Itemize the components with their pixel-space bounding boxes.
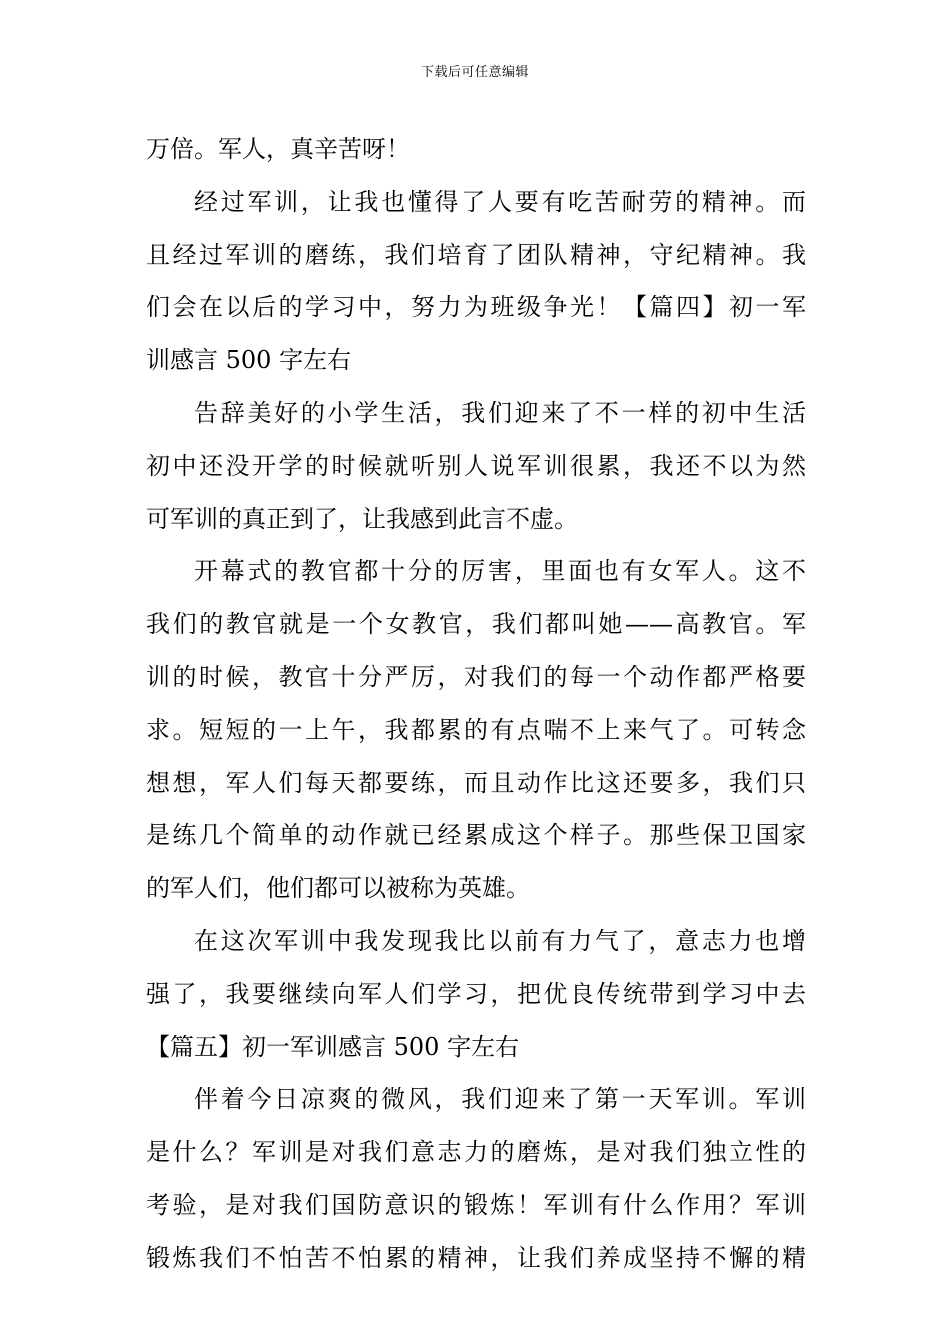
text-line: 训感言 500 字左右	[146, 346, 352, 375]
text-line: 是练几个简单的动作就已经累成这个样子。那些保卫国家	[146, 821, 806, 850]
text-line: 想想，军人们每天都要练，而且动作比这还要多，我们只	[146, 768, 806, 797]
text-line: 训的时候，教官十分严厉，对我们的每一个动作都严格要	[146, 662, 806, 691]
text-line: 经过军训，让我也懂得了人要有吃苦耐劳的精神。而	[194, 187, 806, 216]
text-line: 伴着今日凉爽的微风，我们迎来了第一天军训。军训	[194, 1085, 806, 1114]
text-line: 们会在以后的学习中，努力为班级争光！【篇四】初一军	[146, 293, 806, 322]
text-line: 求。短短的一上午，我都累的有点喘不上来气了。可转念	[146, 715, 806, 744]
text-line: 万倍。军人，真辛苦呀！	[146, 135, 410, 163]
text-line: 强了，我要继续向军人们学习，把优良传统带到学习中去	[146, 979, 806, 1008]
text-line: 可军训的真正到了，让我感到此言不虚。	[146, 504, 578, 533]
text-line: 锻炼我们不怕苦不怕累的精神，让我们养成坚持不懈的精	[146, 1243, 806, 1272]
text-line: 是什么？军训是对我们意志力的磨炼，是对我们独立性的	[146, 1138, 806, 1167]
text-line: 且经过军训的磨练，我们培育了团队精神，守纪精神。我	[146, 240, 806, 269]
text-line: 开幕式的教官都十分的厉害，里面也有女军人。这不	[194, 557, 806, 586]
text-line: 初中还没开学的时候就听别人说军训很累，我还不以为然	[146, 451, 806, 480]
text-line: 考验，是对我们国防意识的锻炼！军训有什么作用？军训	[146, 1190, 806, 1219]
page-header: 下载后可任意编辑	[420, 65, 529, 80]
text-line: 我们的教官就是一个女教官，我们都叫她——高教官。军	[146, 610, 806, 639]
text-line: 在这次军训中我发现我比以前有力气了，意志力也增	[194, 926, 806, 955]
document-body	[146, 123, 806, 1285]
text-line: 告辞美好的小学生活，我们迎来了不一样的初中生活	[194, 398, 806, 427]
text-line: 【篇五】初一军训感言 500 字左右	[146, 1032, 520, 1061]
text-line: 的军人们，他们都可以被称为英雄。	[146, 874, 530, 903]
